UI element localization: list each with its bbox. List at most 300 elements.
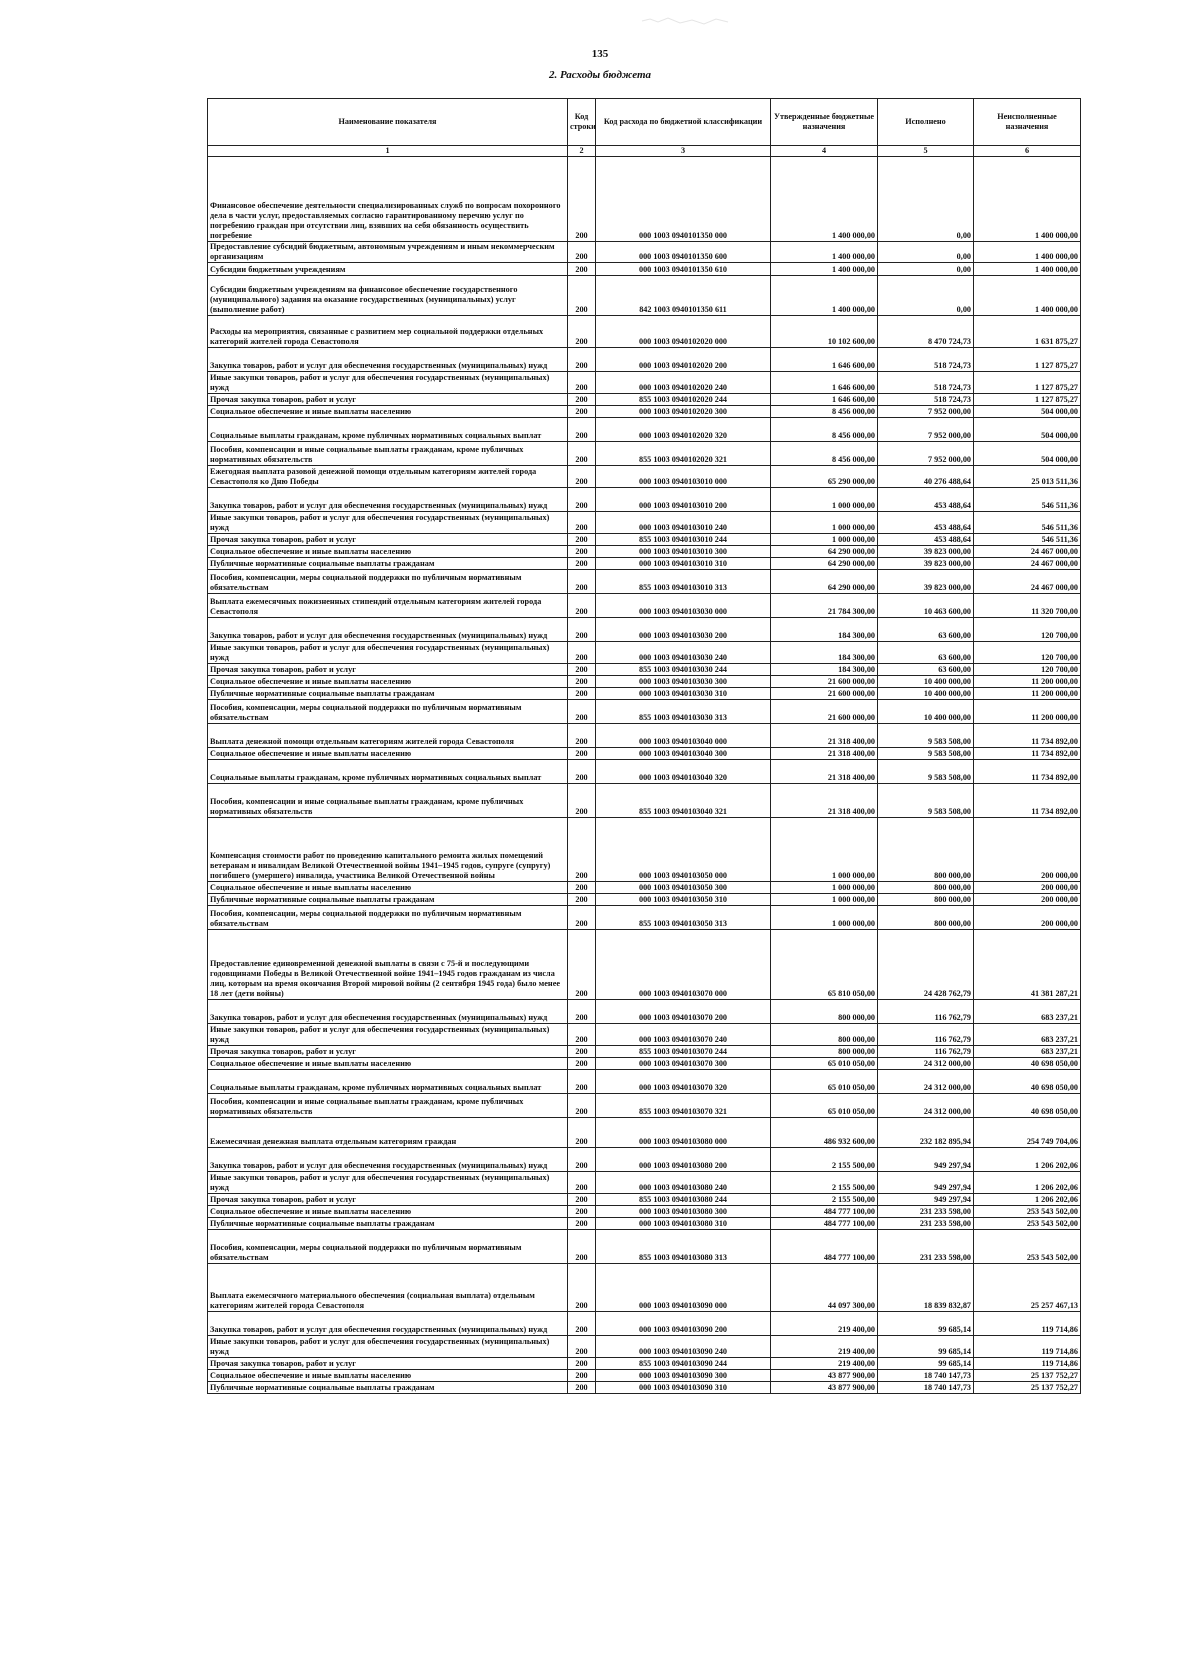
table-row [208, 546, 1081, 558]
row-unexecuted-amount: 120 700,00 [974, 664, 1081, 676]
row-kbk-code: 000 1003 0940103070 000 [596, 930, 771, 1000]
row-approved-amount: 8 456 000,00 [771, 442, 878, 466]
row-name: Пособия, компенсации, меры социальной поддержки по публичным нормативным обязательствам [208, 700, 568, 724]
row-executed-amount: 0,00 [878, 263, 974, 276]
row-unexecuted-amount: 504 000,00 [974, 442, 1081, 466]
row-kbk-code: 000 1003 0940101350 610 [596, 263, 771, 276]
row-kbk-code: 855 1003 0940103010 313 [596, 570, 771, 594]
row-line-code: 200 [568, 1382, 596, 1394]
row-approved-amount: 21 600 000,00 [771, 700, 878, 724]
row-approved-amount: 2 155 500,00 [771, 1194, 878, 1206]
row-executed-amount: 949 297,94 [878, 1172, 974, 1194]
row-executed-amount: 518 724,73 [878, 394, 974, 406]
row-approved-amount: 2 155 500,00 [771, 1148, 878, 1172]
row-approved-amount: 1 000 000,00 [771, 818, 878, 882]
row-name: Иные закупки товаров, работ и услуг для обеспечения государственных (муниципальных) нужд [208, 1336, 568, 1358]
row-kbk-code: 855 1003 0940103080 313 [596, 1230, 771, 1264]
row-line-code: 200 [568, 906, 596, 930]
row-executed-amount: 99 685,14 [878, 1312, 974, 1336]
row-executed-amount: 800 000,00 [878, 906, 974, 930]
table-row [208, 724, 1081, 748]
row-line-code: 200 [568, 263, 596, 276]
table-row [208, 1172, 1081, 1194]
row-kbk-code: 000 1003 0940103090 200 [596, 1312, 771, 1336]
column-number-row [208, 146, 1081, 157]
table-row [208, 1264, 1081, 1312]
table-row [208, 1382, 1081, 1394]
row-approved-amount: 21 318 400,00 [771, 784, 878, 818]
table-row [208, 906, 1081, 930]
row-name: Социальное обеспечение и иные выплаты населению [208, 546, 568, 558]
table-row [208, 688, 1081, 700]
row-line-code: 200 [568, 724, 596, 748]
row-name: Иные закупки товаров, работ и услуг для обеспечения государственных (муниципальных) нужд [208, 372, 568, 394]
row-line-code: 200 [568, 276, 596, 316]
row-approved-amount: 65 010 050,00 [771, 1094, 878, 1118]
row-name: Прочая закупка товаров, работ и услуг [208, 1358, 568, 1370]
row-approved-amount: 65 010 050,00 [771, 1070, 878, 1094]
row-unexecuted-amount: 120 700,00 [974, 642, 1081, 664]
scan-noise-mark [640, 12, 730, 30]
column-number: 4 [771, 146, 878, 157]
row-executed-amount: 518 724,73 [878, 348, 974, 372]
table-row [208, 276, 1081, 316]
row-line-code: 200 [568, 760, 596, 784]
row-executed-amount: 116 762,79 [878, 1000, 974, 1024]
row-unexecuted-amount: 1 206 202,06 [974, 1172, 1081, 1194]
row-approved-amount: 1 646 600,00 [771, 394, 878, 406]
row-unexecuted-amount: 11 200 000,00 [974, 700, 1081, 724]
row-executed-amount: 39 823 000,00 [878, 570, 974, 594]
row-unexecuted-amount: 11 320 700,00 [974, 594, 1081, 618]
row-line-code: 200 [568, 784, 596, 818]
row-unexecuted-amount: 1 127 875,27 [974, 394, 1081, 406]
row-kbk-code: 000 1003 0940102020 200 [596, 348, 771, 372]
table-row [208, 1000, 1081, 1024]
row-kbk-code: 855 1003 0940103010 244 [596, 534, 771, 546]
row-unexecuted-amount: 504 000,00 [974, 418, 1081, 442]
row-name: Пособия, компенсации, меры социальной поддержки по публичным нормативным обязательствам [208, 570, 568, 594]
row-line-code: 200 [568, 1336, 596, 1358]
row-name: Публичные нормативные социальные выплаты гражданам [208, 894, 568, 906]
table-row [208, 263, 1081, 276]
row-approved-amount: 484 777 100,00 [771, 1218, 878, 1230]
row-kbk-code: 855 1003 0940103090 244 [596, 1358, 771, 1370]
row-unexecuted-amount: 1 127 875,27 [974, 372, 1081, 394]
header-kbk-code: Код расхода по бюджетной классификации [596, 99, 771, 146]
row-name: Выплата денежной помощи отдельным категориям жителей города Севастополя [208, 724, 568, 748]
row-line-code: 200 [568, 488, 596, 512]
row-approved-amount: 800 000,00 [771, 1046, 878, 1058]
row-name: Иные закупки товаров, работ и услуг для обеспечения государственных (муниципальных) нужд [208, 512, 568, 534]
row-line-code: 200 [568, 748, 596, 760]
row-approved-amount: 21 784 300,00 [771, 594, 878, 618]
row-kbk-code: 000 1003 0940103010 310 [596, 558, 771, 570]
row-unexecuted-amount: 200 000,00 [974, 894, 1081, 906]
row-line-code: 200 [568, 394, 596, 406]
row-unexecuted-amount: 1 127 875,27 [974, 348, 1081, 372]
row-name: Субсидии бюджетным учреждениям [208, 263, 568, 276]
row-name: Прочая закупка товаров, работ и услуг [208, 1046, 568, 1058]
row-name: Социальные выплаты гражданам, кроме публичных нормативных социальных выплат [208, 760, 568, 784]
row-line-code: 200 [568, 618, 596, 642]
row-name: Закупка товаров, работ и услуг для обеспечения государственных (муниципальных) нужд [208, 348, 568, 372]
row-kbk-code: 000 1003 0940103090 240 [596, 1336, 771, 1358]
row-executed-amount: 10 463 600,00 [878, 594, 974, 618]
row-name: Прочая закупка товаров, работ и услуг [208, 664, 568, 676]
table-row [208, 1118, 1081, 1148]
page-title: 2. Расходы бюджета [548, 69, 652, 81]
row-kbk-code: 000 1003 0940103050 310 [596, 894, 771, 906]
table-row [208, 534, 1081, 546]
table-row [208, 676, 1081, 688]
row-approved-amount: 184 300,00 [771, 664, 878, 676]
row-unexecuted-amount: 119 714,86 [974, 1336, 1081, 1358]
row-name: Публичные нормативные социальные выплаты гражданам [208, 1218, 568, 1230]
row-name: Прочая закупка товаров, работ и услуг [208, 1194, 568, 1206]
row-line-code: 200 [568, 1312, 596, 1336]
row-line-code: 200 [568, 534, 596, 546]
row-executed-amount: 949 297,94 [878, 1148, 974, 1172]
row-executed-amount: 231 233 598,00 [878, 1218, 974, 1230]
column-number: 5 [878, 146, 974, 157]
row-kbk-code: 000 1003 0940103050 300 [596, 882, 771, 894]
row-kbk-code: 855 1003 0940103030 313 [596, 700, 771, 724]
row-executed-amount: 24 312 000,00 [878, 1058, 974, 1070]
table-row [208, 664, 1081, 676]
row-approved-amount: 1 400 000,00 [771, 276, 878, 316]
header-approved: Утвержденные бюджетные назначения [771, 99, 878, 146]
row-line-code: 200 [568, 664, 596, 676]
row-executed-amount: 232 182 895,94 [878, 1118, 974, 1148]
table-row [208, 488, 1081, 512]
row-approved-amount: 65 810 050,00 [771, 930, 878, 1000]
row-executed-amount: 9 583 508,00 [878, 784, 974, 818]
row-name: Закупка товаров, работ и услуг для обеспечения государственных (муниципальных) нужд [208, 618, 568, 642]
row-line-code: 200 [568, 818, 596, 882]
row-name: Финансовое обеспечение деятельности специализированных служб по вопросам похоронного дела в части услуг, предоставляемых согласно гарантированному перечню услуг по погребению граждан при отсутствии лиц, взявших на себя обязанность осуществить погребение [208, 157, 568, 242]
row-unexecuted-amount: 683 237,21 [974, 1000, 1081, 1024]
row-name: Социальное обеспечение и иные выплаты населению [208, 882, 568, 894]
row-approved-amount: 43 877 900,00 [771, 1370, 878, 1382]
row-approved-amount: 21 318 400,00 [771, 724, 878, 748]
row-unexecuted-amount: 11 734 892,00 [974, 784, 1081, 818]
row-unexecuted-amount: 120 700,00 [974, 618, 1081, 642]
row-line-code: 200 [568, 1046, 596, 1058]
row-name: Закупка товаров, работ и услуг для обеспечения государственных (муниципальных) нужд [208, 488, 568, 512]
row-unexecuted-amount: 11 734 892,00 [974, 724, 1081, 748]
row-line-code: 200 [568, 512, 596, 534]
row-name: Ежемесячная денежная выплата отдельным категориям граждан [208, 1118, 568, 1148]
table-row [208, 882, 1081, 894]
row-unexecuted-amount: 11 200 000,00 [974, 676, 1081, 688]
row-unexecuted-amount: 25 137 752,27 [974, 1370, 1081, 1382]
row-approved-amount: 8 456 000,00 [771, 406, 878, 418]
row-approved-amount: 64 290 000,00 [771, 558, 878, 570]
row-kbk-code: 855 1003 0940103030 244 [596, 664, 771, 676]
row-approved-amount: 21 600 000,00 [771, 688, 878, 700]
row-name: Публичные нормативные социальные выплаты гражданам [208, 688, 568, 700]
row-approved-amount: 65 290 000,00 [771, 466, 878, 488]
row-approved-amount: 1 000 000,00 [771, 906, 878, 930]
table-row [208, 157, 1081, 242]
row-unexecuted-amount: 254 749 704,06 [974, 1118, 1081, 1148]
row-name: Социальное обеспечение и иные выплаты населению [208, 1206, 568, 1218]
row-approved-amount: 1 000 000,00 [771, 882, 878, 894]
column-number: 3 [596, 146, 771, 157]
table-row [208, 818, 1081, 882]
row-unexecuted-amount: 1 400 000,00 [974, 263, 1081, 276]
row-approved-amount: 65 010 050,00 [771, 1058, 878, 1070]
table-row [208, 748, 1081, 760]
row-approved-amount: 1 646 600,00 [771, 372, 878, 394]
row-kbk-code: 000 1003 0940102020 320 [596, 418, 771, 442]
table-row [208, 558, 1081, 570]
row-approved-amount: 1 400 000,00 [771, 263, 878, 276]
row-executed-amount: 800 000,00 [878, 882, 974, 894]
row-kbk-code: 000 1003 0940103070 240 [596, 1024, 771, 1046]
row-unexecuted-amount: 25 137 752,27 [974, 1382, 1081, 1394]
row-unexecuted-amount: 40 698 050,00 [974, 1094, 1081, 1118]
row-executed-amount: 63 600,00 [878, 642, 974, 664]
row-approved-amount: 1 400 000,00 [771, 157, 878, 242]
row-line-code: 200 [568, 406, 596, 418]
row-executed-amount: 453 488,64 [878, 488, 974, 512]
row-kbk-code: 000 1003 0940102020 000 [596, 316, 771, 348]
row-name: Социальное обеспечение и иные выплаты населению [208, 1370, 568, 1382]
row-line-code: 200 [568, 1094, 596, 1118]
table-row [208, 512, 1081, 534]
row-executed-amount: 99 685,14 [878, 1358, 974, 1370]
row-unexecuted-amount: 683 237,21 [974, 1024, 1081, 1046]
row-name: Пособия, компенсации и иные социальные выплаты гражданам, кроме публичных нормативных обязательств [208, 1094, 568, 1118]
header-line-code: Код строки [568, 99, 596, 146]
row-approved-amount: 800 000,00 [771, 1024, 878, 1046]
row-unexecuted-amount: 24 467 000,00 [974, 570, 1081, 594]
header-unexecuted: Неисполненные назначения [974, 99, 1081, 146]
row-line-code: 200 [568, 316, 596, 348]
row-executed-amount: 18 740 147,73 [878, 1370, 974, 1382]
row-unexecuted-amount: 546 511,36 [974, 488, 1081, 512]
row-name: Прочая закупка товаров, работ и услуг [208, 394, 568, 406]
row-unexecuted-amount: 1 631 875,27 [974, 316, 1081, 348]
row-executed-amount: 18 740 147,73 [878, 1382, 974, 1394]
row-line-code: 200 [568, 1370, 596, 1382]
row-approved-amount: 800 000,00 [771, 1000, 878, 1024]
row-kbk-code: 000 1003 0940103030 300 [596, 676, 771, 688]
table-row [208, 700, 1081, 724]
table-row [208, 1094, 1081, 1118]
column-number: 1 [208, 146, 568, 157]
row-line-code: 200 [568, 882, 596, 894]
row-executed-amount: 231 233 598,00 [878, 1206, 974, 1218]
row-executed-amount: 7 952 000,00 [878, 442, 974, 466]
table-header-row [208, 99, 1081, 146]
row-name: Расходы на мероприятия, связанные с развитием мер социальной поддержки отдельных категорий жителей города Севастополя [208, 316, 568, 348]
row-kbk-code: 000 1003 0940103030 000 [596, 594, 771, 618]
row-kbk-code: 000 1003 0940103010 300 [596, 546, 771, 558]
row-executed-amount: 0,00 [878, 157, 974, 242]
row-line-code: 200 [568, 930, 596, 1000]
row-name: Социальное обеспечение и иные выплаты населению [208, 676, 568, 688]
row-kbk-code: 000 1003 0940103090 000 [596, 1264, 771, 1312]
row-unexecuted-amount: 1 400 000,00 [974, 276, 1081, 316]
row-executed-amount: 10 400 000,00 [878, 676, 974, 688]
header-indicator-name: Наименование показателя [208, 99, 568, 146]
row-kbk-code: 855 1003 0940102020 244 [596, 394, 771, 406]
row-executed-amount: 10 400 000,00 [878, 688, 974, 700]
row-name: Пособия, компенсации и иные социальные выплаты гражданам, кроме публичных нормативных обязательств [208, 442, 568, 466]
row-line-code: 200 [568, 372, 596, 394]
row-kbk-code: 000 1003 0940103090 310 [596, 1382, 771, 1394]
row-kbk-code: 000 1003 0940103080 300 [596, 1206, 771, 1218]
row-approved-amount: 219 400,00 [771, 1336, 878, 1358]
row-name: Пособия, компенсации, меры социальной поддержки по публичным нормативным обязательствам [208, 906, 568, 930]
row-approved-amount: 1 400 000,00 [771, 242, 878, 263]
row-unexecuted-amount: 11 200 000,00 [974, 688, 1081, 700]
row-unexecuted-amount: 24 467 000,00 [974, 558, 1081, 570]
row-line-code: 200 [568, 1206, 596, 1218]
row-name: Иные закупки товаров, работ и услуг для обеспечения государственных (муниципальных) нужд [208, 642, 568, 664]
row-line-code: 200 [568, 676, 596, 688]
table-row [208, 642, 1081, 664]
row-executed-amount: 24 312 000,00 [878, 1070, 974, 1094]
row-kbk-code: 000 1003 0940103010 200 [596, 488, 771, 512]
row-name: Ежегодная выплата разовой денежной помощи отдельным категориям жителей города Севастополя ко Дню Победы [208, 466, 568, 488]
row-executed-amount: 18 839 832,87 [878, 1264, 974, 1312]
row-name: Компенсация стоимости работ по проведению капитального ремонта жилых помещений ветеранам и инвалидам Великой Отечественной войны 1941–1945 годов, супруге (супругу) погибшего (умершего) инвалида, участника Великой Отечественной войны [208, 818, 568, 882]
row-approved-amount: 2 155 500,00 [771, 1172, 878, 1194]
row-line-code: 200 [568, 1058, 596, 1070]
budget-expenses-table [207, 98, 1081, 1394]
row-kbk-code: 000 1003 0940103080 000 [596, 1118, 771, 1148]
header-executed: Исполнено [878, 99, 974, 146]
table-row [208, 1046, 1081, 1058]
row-name: Социальное обеспечение и иные выплаты населению [208, 1058, 568, 1070]
row-approved-amount: 21 600 000,00 [771, 676, 878, 688]
table-row [208, 618, 1081, 642]
row-kbk-code: 855 1003 0940103050 313 [596, 906, 771, 930]
row-unexecuted-amount: 200 000,00 [974, 882, 1081, 894]
table-row [208, 394, 1081, 406]
column-number: 6 [974, 146, 1081, 157]
row-name: Иные закупки товаров, работ и услуг для обеспечения государственных (муниципальных) нужд [208, 1172, 568, 1194]
table-row [208, 406, 1081, 418]
row-kbk-code: 855 1003 0940103040 321 [596, 784, 771, 818]
row-line-code: 200 [568, 1000, 596, 1024]
table-row [208, 1358, 1081, 1370]
row-kbk-code: 855 1003 0940103070 321 [596, 1094, 771, 1118]
row-approved-amount: 21 318 400,00 [771, 760, 878, 784]
row-line-code: 200 [568, 688, 596, 700]
row-line-code: 200 [568, 1148, 596, 1172]
row-approved-amount: 1 000 000,00 [771, 534, 878, 546]
row-name: Социальное обеспечение и иные выплаты населению [208, 748, 568, 760]
row-kbk-code: 000 1003 0940103030 310 [596, 688, 771, 700]
row-kbk-code: 000 1003 0940102020 240 [596, 372, 771, 394]
row-unexecuted-amount: 40 698 050,00 [974, 1070, 1081, 1094]
row-line-code: 200 [568, 348, 596, 372]
row-executed-amount: 800 000,00 [878, 894, 974, 906]
table-row [208, 466, 1081, 488]
row-name: Социальные выплаты гражданам, кроме публичных нормативных социальных выплат [208, 418, 568, 442]
row-kbk-code: 000 1003 0940103090 300 [596, 1370, 771, 1382]
row-kbk-code: 000 1003 0940103010 240 [596, 512, 771, 534]
row-executed-amount: 7 952 000,00 [878, 418, 974, 442]
table-row [208, 242, 1081, 263]
row-unexecuted-amount: 683 237,21 [974, 1046, 1081, 1058]
row-executed-amount: 24 312 000,00 [878, 1094, 974, 1118]
row-approved-amount: 184 300,00 [771, 642, 878, 664]
row-executed-amount: 39 823 000,00 [878, 558, 974, 570]
row-unexecuted-amount: 11 734 892,00 [974, 748, 1081, 760]
row-approved-amount: 184 300,00 [771, 618, 878, 642]
row-unexecuted-amount: 1 206 202,06 [974, 1148, 1081, 1172]
column-number: 2 [568, 146, 596, 157]
row-approved-amount: 219 400,00 [771, 1358, 878, 1370]
row-name: Иные закупки товаров, работ и услуг для обеспечения государственных (муниципальных) нужд [208, 1024, 568, 1046]
table-row [208, 442, 1081, 466]
row-executed-amount: 7 952 000,00 [878, 406, 974, 418]
row-executed-amount: 39 823 000,00 [878, 546, 974, 558]
row-unexecuted-amount: 11 734 892,00 [974, 760, 1081, 784]
row-line-code: 200 [568, 1194, 596, 1206]
row-executed-amount: 116 762,79 [878, 1024, 974, 1046]
row-line-code: 200 [568, 546, 596, 558]
row-name: Социальные выплаты гражданам, кроме публичных нормативных социальных выплат [208, 1070, 568, 1094]
table-row [208, 1230, 1081, 1264]
row-unexecuted-amount: 1 400 000,00 [974, 242, 1081, 263]
row-unexecuted-amount: 24 467 000,00 [974, 546, 1081, 558]
row-executed-amount: 800 000,00 [878, 818, 974, 882]
row-executed-amount: 949 297,94 [878, 1194, 974, 1206]
row-executed-amount: 0,00 [878, 276, 974, 316]
row-unexecuted-amount: 504 000,00 [974, 406, 1081, 418]
row-kbk-code: 842 1003 0940101350 611 [596, 276, 771, 316]
row-executed-amount: 0,00 [878, 242, 974, 263]
table-row [208, 1206, 1081, 1218]
row-line-code: 200 [568, 642, 596, 664]
row-kbk-code: 000 1003 0940101350 600 [596, 242, 771, 263]
row-name: Предоставление единовременной денежной выплаты в связи с 75-й и последующими годовщинами Победы в Великой Отечественной войне 1941–1945 годов гражданам из числа лиц, которым на время окончания Второй мировой войны (2 сентября 1945 года) было менее 18 лет (дети войны) [208, 930, 568, 1000]
row-approved-amount: 21 318 400,00 [771, 748, 878, 760]
table-row [208, 760, 1081, 784]
table-row [208, 372, 1081, 394]
row-line-code: 200 [568, 570, 596, 594]
table-row [208, 316, 1081, 348]
row-executed-amount: 8 470 724,73 [878, 316, 974, 348]
row-unexecuted-amount: 25 013 511,36 [974, 466, 1081, 488]
table-row [208, 594, 1081, 618]
row-line-code: 200 [568, 558, 596, 570]
row-unexecuted-amount: 119 714,86 [974, 1358, 1081, 1370]
row-executed-amount: 453 488,64 [878, 512, 974, 534]
row-approved-amount: 64 290 000,00 [771, 546, 878, 558]
row-unexecuted-amount: 253 543 502,00 [974, 1230, 1081, 1264]
row-kbk-code: 855 1003 0940103070 244 [596, 1046, 771, 1058]
table-row [208, 1312, 1081, 1336]
page-number: 135 [591, 48, 609, 60]
table-row [208, 1024, 1081, 1046]
row-kbk-code: 000 1003 0940103040 320 [596, 760, 771, 784]
row-name: Социальное обеспечение и иные выплаты населению [208, 406, 568, 418]
row-executed-amount: 24 428 762,79 [878, 930, 974, 1000]
row-approved-amount: 44 097 300,00 [771, 1264, 878, 1312]
row-approved-amount: 43 877 900,00 [771, 1382, 878, 1394]
table-row [208, 1336, 1081, 1358]
row-kbk-code: 000 1003 0940102020 300 [596, 406, 771, 418]
row-unexecuted-amount: 1 400 000,00 [974, 157, 1081, 242]
